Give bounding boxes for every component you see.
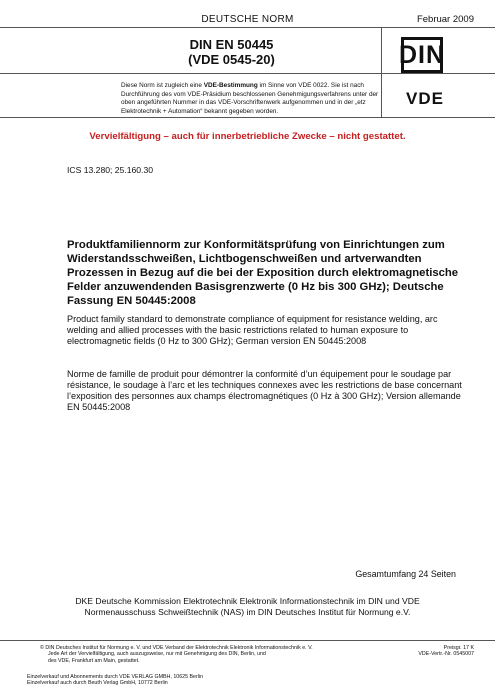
standard-type: DEUTSCHE NORM bbox=[201, 14, 294, 25]
title-german: Produktfamiliennorm zur Konformitätsprüfung von Einrichtungen zum Widerstandsschweißen, Lichtbogenschweißen und artverwandten Prozessen in Bezug auf die bei der Exposition durch elektromagnetische Felder anzuwendenden Basisgrenzwerte (0 Hz bis 300 GHz); Deutsche Fassung EN 50445:2008 bbox=[67, 239, 459, 307]
price-group: Preisgr. 17 K bbox=[443, 645, 474, 651]
din-logo bbox=[398, 37, 446, 73]
document-number: DIN EN 50445 bbox=[189, 37, 274, 52]
committee-nas: Normenausschuss Schweißtechnik (NAS) im DIN Deutsches Institut für Normung e.V. bbox=[84, 607, 411, 618]
vde-number: (VDE 0545-20) bbox=[188, 52, 275, 67]
header-bottom-rule bbox=[0, 73, 495, 74]
din-logo-text: DIN bbox=[398, 40, 446, 69]
publication-date: Februar 2009 bbox=[416, 14, 474, 25]
vde-notice-suffix: im Sinne von VDE 0022. Sie ist nach Durchführung des vom VDE-Präsidium beschlossenen Genehmigungsverfahrens unter der oben angeführten Nummer in das VDE-Vorschriftenwerk aufgenommen und in der „etz Elektrotechnik + Automation“ bekannt gegeben worden. bbox=[121, 82, 379, 115]
sales-line-1: Einzelverkauf und Abonnements durch VDE VERLAG GMBH, 10625 Berlin bbox=[27, 674, 204, 680]
vde-notice-bold: VDE-Bestimmung bbox=[203, 82, 258, 89]
copyright-line-1: © DIN Deutsches Institut für Normung e. V. und VDE Verband der Elektrotechnik Elektronik Informationstechnik e. V. bbox=[40, 645, 313, 651]
vde-logo bbox=[394, 89, 456, 107]
vde-notice bbox=[121, 82, 391, 116]
copyright-line-3: des VDE, Frankfurt am Main, gestattet. bbox=[48, 657, 140, 664]
title-french: Norme de famille de produit pour démontrer la conformité d’un équipement pour le soudage par résistance, le soudage à l’arc et les techniques connexes avec les restrictions de base concernant l’exposition des personnes aux champs électromagnétiques (0 Hz à 300 GHz); Version allemande EN 50445:2008 bbox=[67, 369, 462, 412]
footer-top-rule bbox=[0, 640, 495, 641]
top-rule bbox=[0, 27, 495, 28]
ics-codes: ICS 13.280; 25.160.30 bbox=[67, 165, 154, 175]
total-pages: Gesamtumfang 24 Seiten bbox=[355, 569, 456, 579]
notice-bottom-rule bbox=[0, 117, 495, 118]
price-info bbox=[418, 645, 474, 658]
responsible-committees bbox=[40, 596, 455, 618]
copyright-line-2: Jede Art der Vervielfältigung, auch auszugsweise, nur mit Genehmigung des DIN, Berlin, und bbox=[48, 651, 266, 658]
reproduction-warning: Vervielfältigung – auch für innerbetriebliche Zwecke – nicht gestattet. bbox=[89, 131, 406, 142]
sales-line-2: Einzelverkauf auch durch Beuth Verlag GmbH, 10772 Berlin bbox=[27, 680, 168, 687]
vde-distribution-number: VDE-Vertr.-Nr. 0545007 bbox=[418, 651, 474, 658]
vde-notice-prefix: Diese Norm ist zugleich eine bbox=[121, 82, 204, 89]
copyright-notice bbox=[40, 645, 370, 664]
vde-logo-text: VDE bbox=[406, 89, 444, 108]
committee-dke: DKE Deutsche Kommission Elektrotechnik Elektronik Informationstechnik im DIN und VDE bbox=[75, 596, 420, 606]
title-english: Product family standard to demonstrate compliance of equipment for resistance welding, arc welding and allied processes with the basic restrictions related to human exposure to electromagnetic fields (0 Hz to 300 GHz); German version EN 50445:2008 bbox=[67, 314, 438, 346]
sales-info bbox=[27, 674, 357, 687]
